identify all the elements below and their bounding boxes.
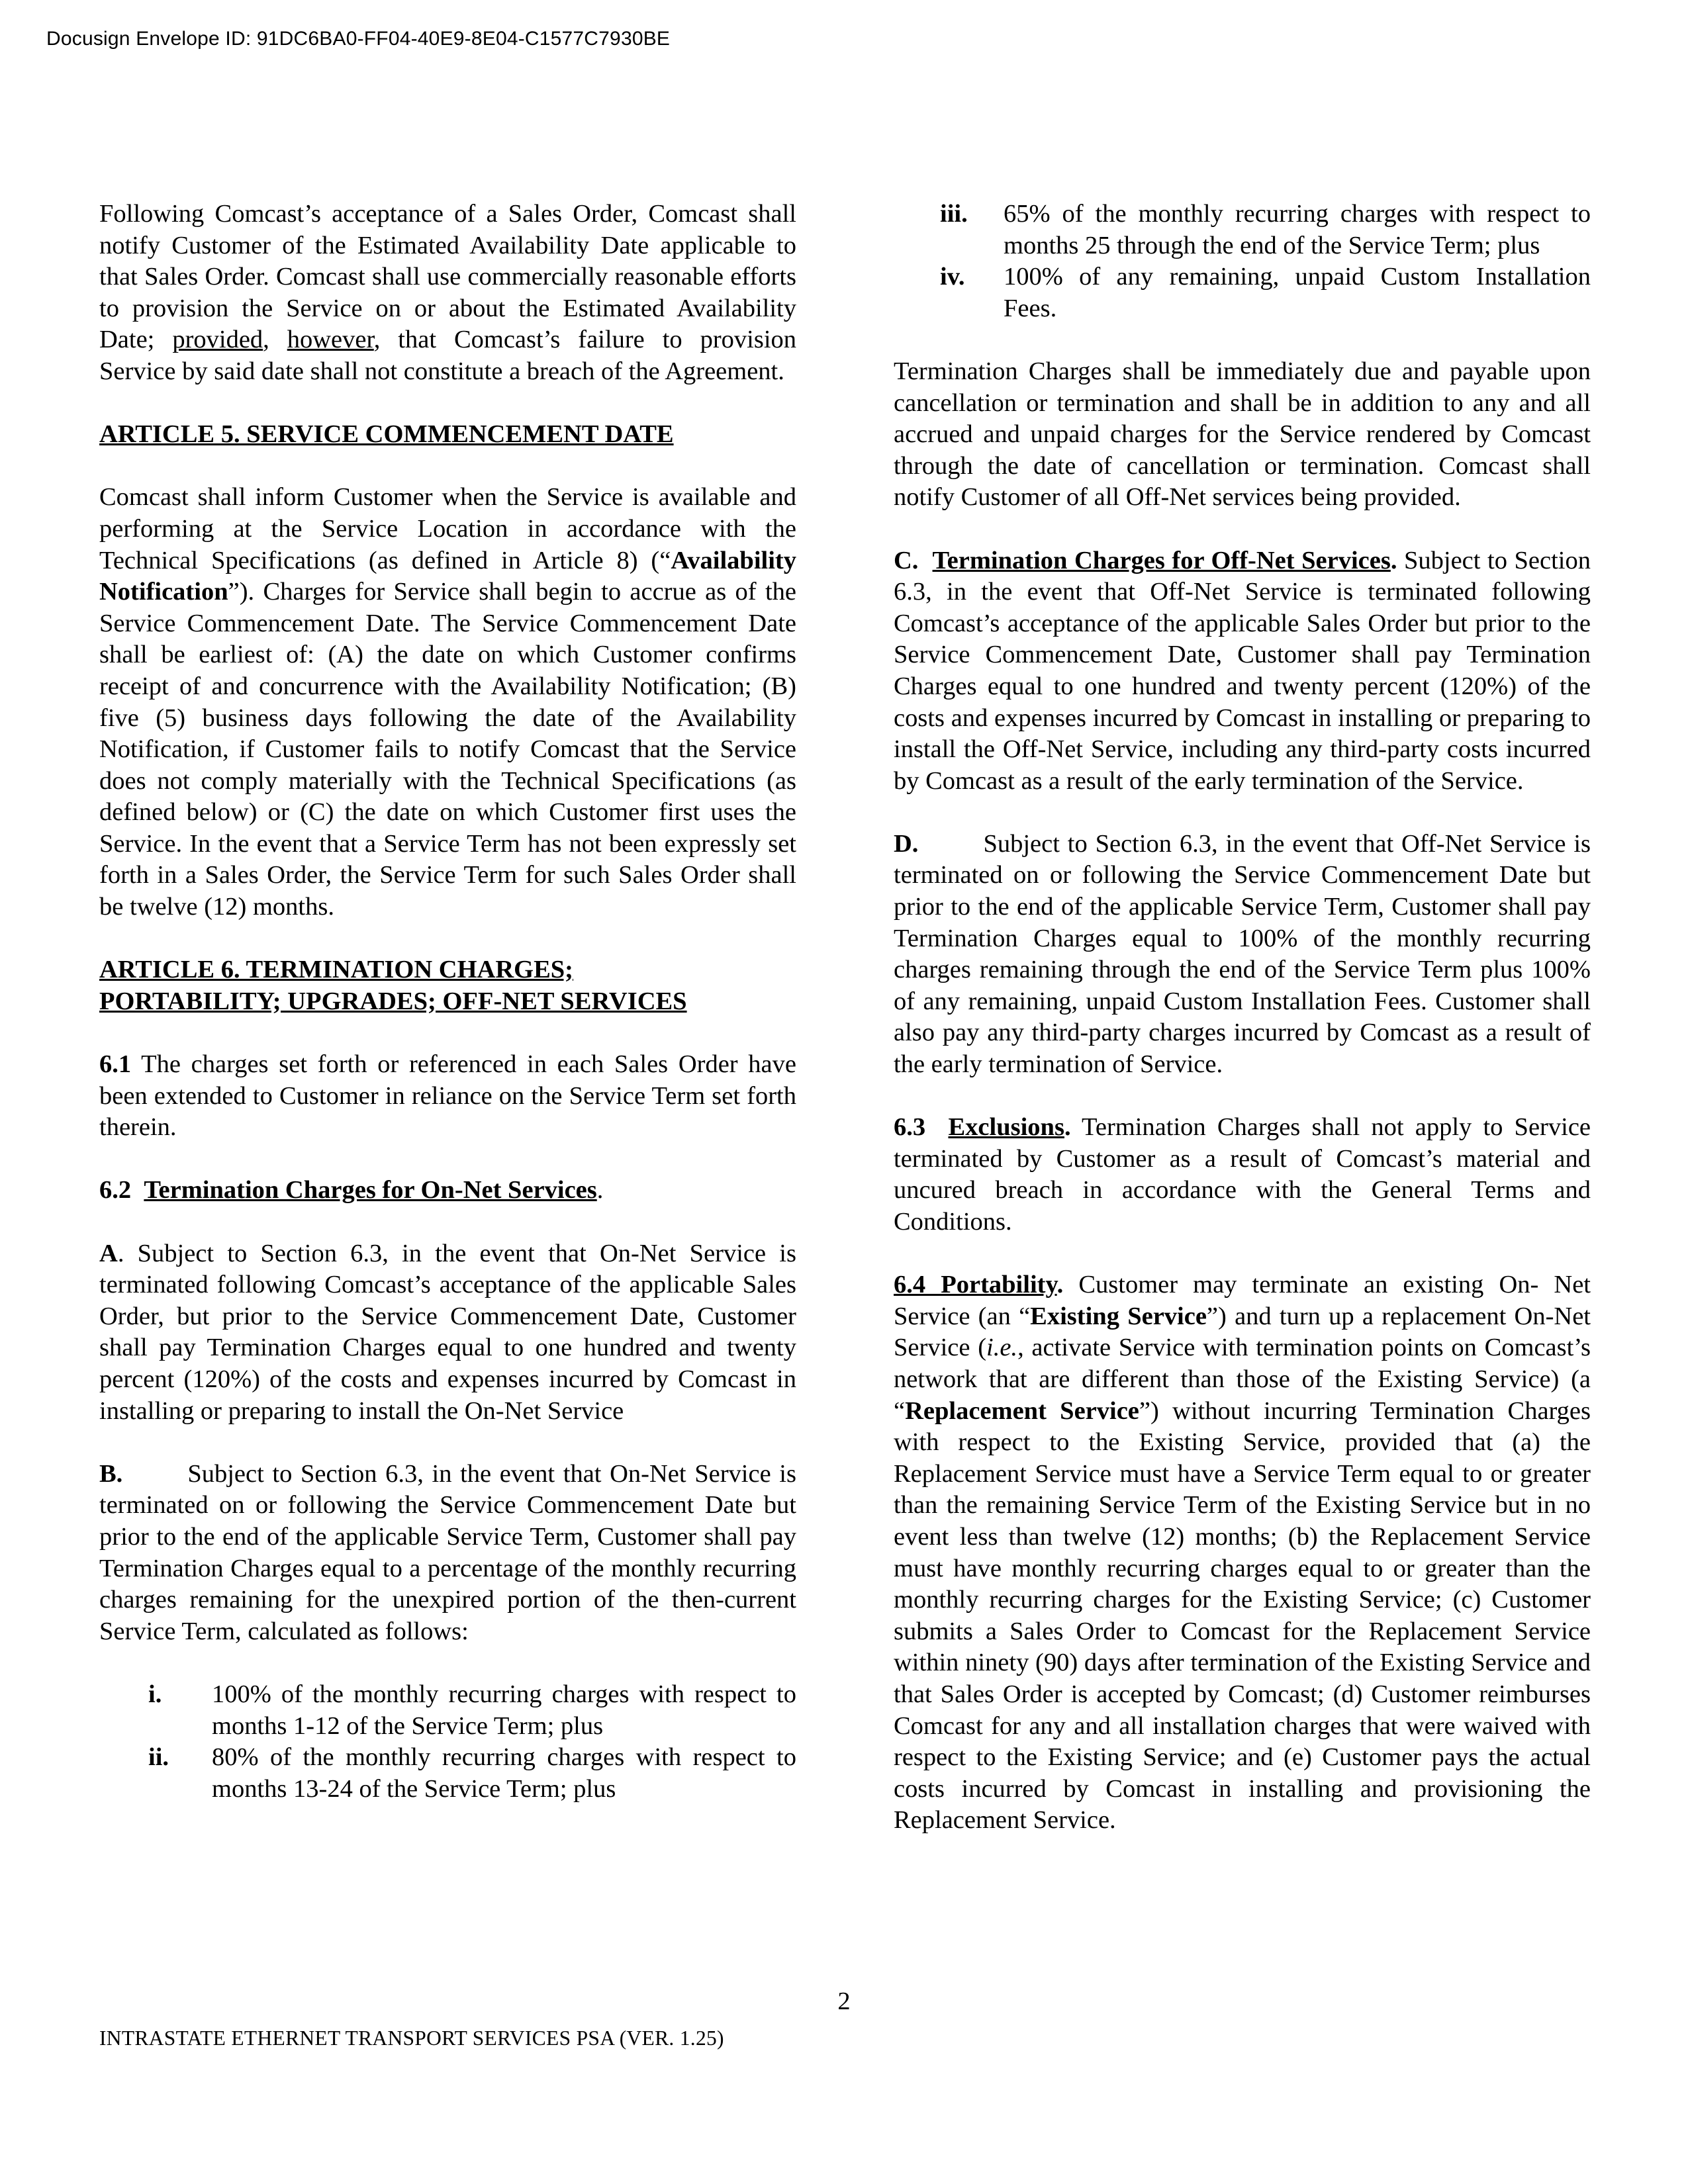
list-item (99, 1742, 796, 1805)
article-5-heading: ARTICLE 5. SERVICE COMMENCEMENT DATE (99, 420, 674, 449)
replacement-service-term: Replacement Service (905, 1396, 1139, 1425)
section-6-3: 6.3 Exclusions. Termination Charges shall not apply to Service terminated by Customer as a result of Comcast’s material and uncured breach in accordance with the General Terms and Conditions. (894, 1113, 1591, 1236)
list-item (894, 261, 1591, 324)
list-item-number: iv. (940, 263, 965, 291)
however-text: however (287, 326, 374, 354)
section-6-1: 6.1 The charges set forth or referenced in each Sales Order have been extended to Customer in reliance on the Service Term set forth therein. (99, 1050, 796, 1142)
clause-B: B. Subject to Section 6.3, in the event that On-Net Service is terminated on or following the Service Commencement Date but prior to the end of the applicable Service Term, Customer shall pay Termination Charges equal to a percentage of the monthly recurring charges remaining for the unexpired portion of the then-current Service Term, calculated as follows: (99, 1459, 796, 1645)
article-6-heading-line-2: PORTABILITY; UPGRADES; OFF-NET SERVICES (99, 987, 687, 1015)
left-column (99, 199, 796, 1837)
article-6-heading-line-1: ARTICLE 6. TERMINATION CHARGES; (99, 956, 573, 984)
section-6-2-number: 6.2 (99, 1176, 132, 1205)
section-6-1-number: 6.1 (99, 1050, 132, 1079)
envelope-id: Docusign Envelope ID: 91DC6BA0-FF04-40E9-8E04-C1577C7930BE (46, 28, 671, 50)
list-item (894, 199, 1591, 261)
section-6-3-number: 6.3 (894, 1113, 926, 1142)
section-6-3-title: Exclusions (948, 1113, 1064, 1142)
clause-C-label: C. (894, 546, 919, 574)
availability-notification-term: Availability Notification (99, 546, 796, 606)
termination-percent-list-left (99, 1679, 796, 1805)
paragraph-termination-charges-due: Termination Charges shall be immediately due and payable upon cancellation or termination and shall be in addition to any and all accrued and unpaid charges for the Service rendered by Comcast through the date of cancellation or termination. Comcast shall notify Customer of all Off-Net services being provided. (894, 357, 1591, 512)
ie-text: i.e. (986, 1334, 1018, 1362)
list-item-text: 80% of the monthly recurring charges with respect to months 13-24 of the Service Term; plus (212, 1743, 796, 1803)
section-6-2-title: Termination Charges for On-Net Services (144, 1176, 597, 1205)
provided-text: provided (172, 326, 263, 354)
article-6-heading (99, 954, 796, 1017)
list-item-number: ii. (148, 1743, 169, 1772)
list-item-text: 100% of any remaining, unpaid Custom Installation Fees. (1004, 263, 1591, 322)
clause-D-label: D. (894, 829, 919, 858)
page-number: 2 (837, 1987, 851, 2015)
paragraph-availability-date: Following Comcast’s acceptance of a Sales Order, Comcast shall notify Customer of the Estimated Availability Date applicable to that Sales Order. Comcast shall use commercially reasonable efforts to provision the Service on or about the Estimated Availability Date; provided, however, that Comcast’s failure to provision Service by said date shall not constitute a breach of the Agreement. (99, 200, 797, 385)
clause-D: D. Subject to Section 6.3, in the event that Off-Net Service is terminated on or following the Service Commencement Date but prior to the end of the applicable Service Term, Customer shall pay Termination Charges equal to 100% of the monthly recurring charges remaining through the end of the Service Term plus 100% of any remaining, unpaid Custom Installation Fees. Customer shall also pay any third-party charges incurred by Comcast as a result of the early termination of Service. (894, 829, 1591, 1079)
clause-C: C. Termination Charges for Off-Net Services. Subject to Section 6.3, in the event that Off-Net Service is terminated following Comcast’s acceptance of the applicable Sales Order but prior to the Service Commencement Date, Customer shall pay Termination Charges equal to one hundred and twenty percent (120%) of the costs and expenses incurred by Comcast in installing or preparing to install the Off-Net Service, including any third-party costs incurred by Comcast as a result of the early termination of the Service. (894, 546, 1591, 795)
clause-A-label: A (99, 1239, 118, 1267)
list-item-number: iii. (940, 200, 968, 228)
clause-C-title: Termination Charges for Off-Net Services (932, 546, 1391, 574)
document-footer-title: INTRASTATE ETHERNET TRANSPORT SERVICES PSA (VER. 1.25) (99, 2026, 724, 2050)
termination-percent-list-right (894, 199, 1591, 324)
list-item (99, 1679, 796, 1742)
list-item-text: 65% of the monthly recurring charges with respect to months 25 through the end of the Service Term; plus (1004, 200, 1591, 259)
section-6-4-title: 6.4 Portability (894, 1271, 1057, 1299)
section-6-2-heading: 6.2 Termination Charges for On-Net Services. (99, 1176, 604, 1205)
clause-B-label: B. (99, 1459, 123, 1488)
list-item-number: i. (148, 1680, 162, 1708)
section-6-4: 6.4 Portability. Customer may terminate an existing On- Net Service (an “Existing Service”) and turn up a replacement On-Net Service (i.e., activate Service with termination points on Comcast’s network that are different than those of the Existing Service) (a “Replacement Service”) without incurring Termination Charges with respect to the Existing Service, provided that (a) the Replacement Service must have a Service Term equal to or greater than the remaining Service Term of the Existing Service but in no event less than twelve (12) months; (b) the Replacement Service must have monthly recurring charges equal to or greater than the monthly recurring charges for the Existing Service; (c) Customer submits a Sales Order to Comcast for the Replacement Service within ninety (90) days after termination of the Existing Service and that Sales Order is accepted by Comcast; (d) Customer reimburses Comcast for any and all installation charges that were waived with respect to the Existing Service; and (e) Customer pays the actual costs incurred by Comcast in installing and provisioning the Replacement Service. (894, 1271, 1591, 1835)
clause-A: A. Subject to Section 6.3, in the event that On-Net Service is terminated following Comcast’s acceptance of the applicable Sales Order, but prior to the Service Commencement Date, Customer shall pay Termination Charges equal to one hundred and twenty percent (120%) of the costs and expenses incurred by Comcast in installing or preparing to install the On-Net Service (99, 1239, 796, 1425)
existing-service-term: Existing Service (1030, 1302, 1207, 1330)
list-item-text: 100% of the monthly recurring charges with respect to months 1-12 of the Service Term; plus (212, 1680, 796, 1740)
paragraph-service-commencement: Comcast shall inform Customer when the Service is available and performing at the Service Location in accordance with the Technical Specifications (as defined in Article 8) (“Availability Notification”). Charges for Service shall begin to accrue as of the Service Commencement Date. The Service Commencement Date shall be earliest of: (A) the date on which Customer confirms receipt of and concurrence with the Availability Notification; (B) five (5) business days following the date of the Availability Notification, if Customer fails to notify Comcast that the Service does not comply materially with the Technical Specifications (as defined below) or (C) the date on which Customer first uses the Service. In the event that a Service Term has not been expressly set forth in a Sales Order, the Service Term for such Sales Order shall be twelve (12) months. (99, 483, 796, 921)
right-column (894, 199, 1591, 1868)
